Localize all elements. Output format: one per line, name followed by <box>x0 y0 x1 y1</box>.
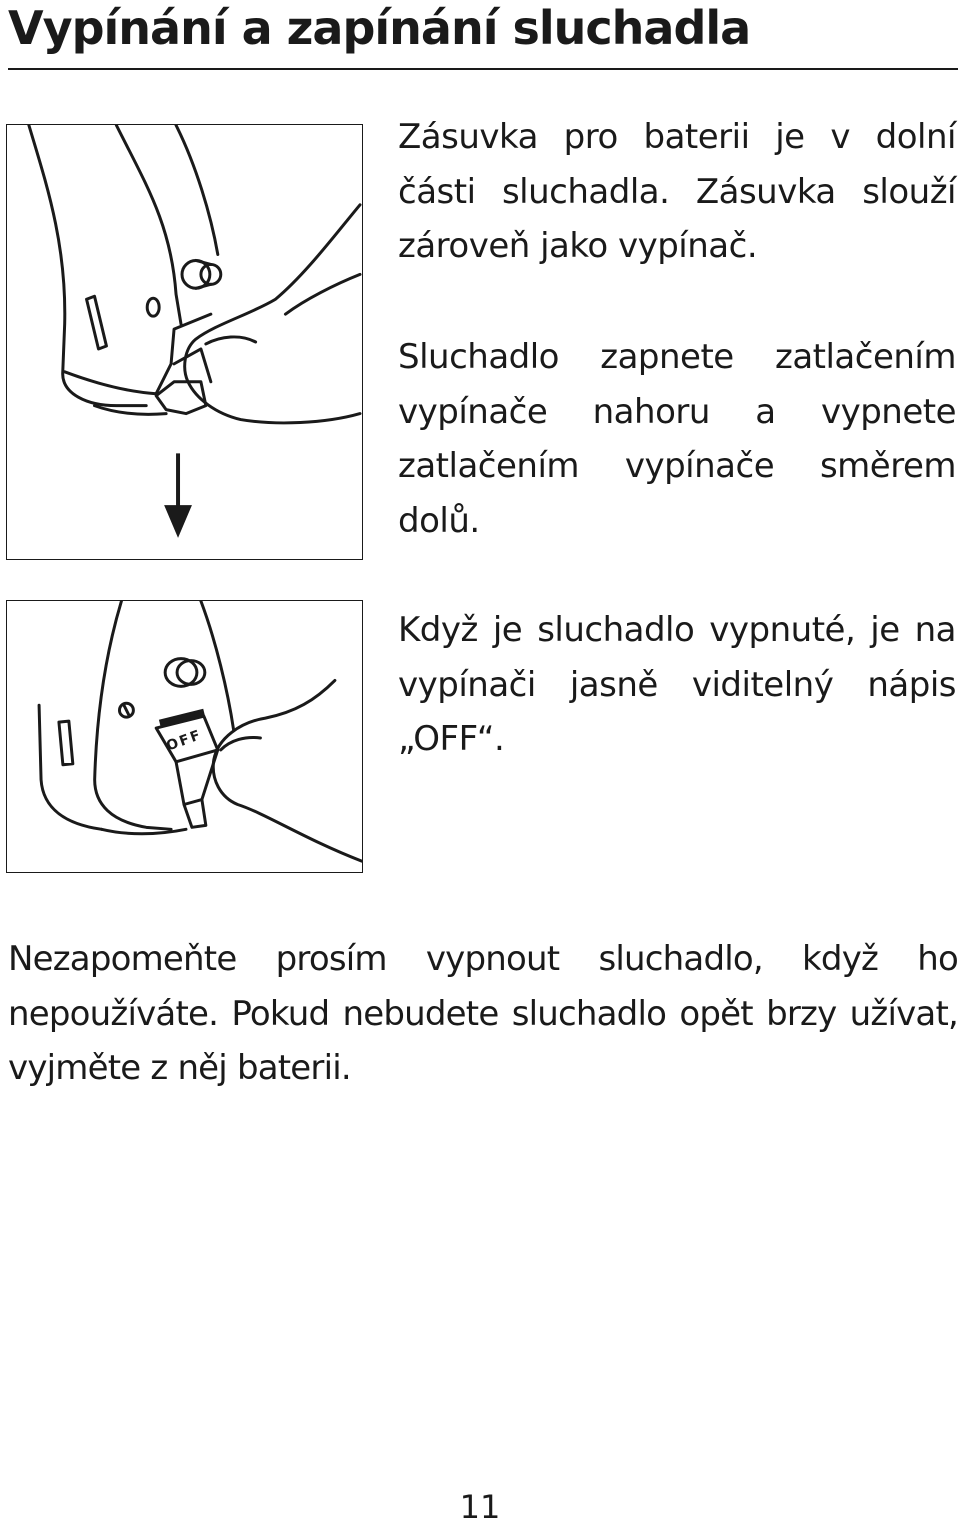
title-rule <box>8 68 958 70</box>
paragraph-battery-drawer: Zásuvka pro baterii je v dolní části sluchadla. Zásuvka slouží zároveň jako vypínač. <box>398 117 956 266</box>
off-label: OFF <box>164 726 205 755</box>
hearing-aid-press-down-drawing <box>7 125 362 559</box>
paragraph-reminder: Nezapomeňte prosím vypnout sluchadlo, když ho nepoužíváte. Pokud nebudete sluchadlo opět brzy užívat, vyjměte z něj baterii. <box>8 939 958 1088</box>
page-title: Vypínání a zapínání sluchadla <box>8 1 751 55</box>
paragraph-switch-on-off: Sluchadlo zapnete zatlačením vypínače nahoru a vypnete zatlačením vypínače směrem dolů. <box>398 337 956 541</box>
illustration-switch-down <box>6 124 363 560</box>
hearing-aid-off-drawing <box>7 601 362 872</box>
page-number: 11 <box>459 1488 501 1526</box>
illustration-switch-off <box>6 600 363 873</box>
paragraph-off-label: Když je sluchadlo vypnuté, je na vypínači jasně viditelný nápis „OFF“. <box>398 610 956 759</box>
